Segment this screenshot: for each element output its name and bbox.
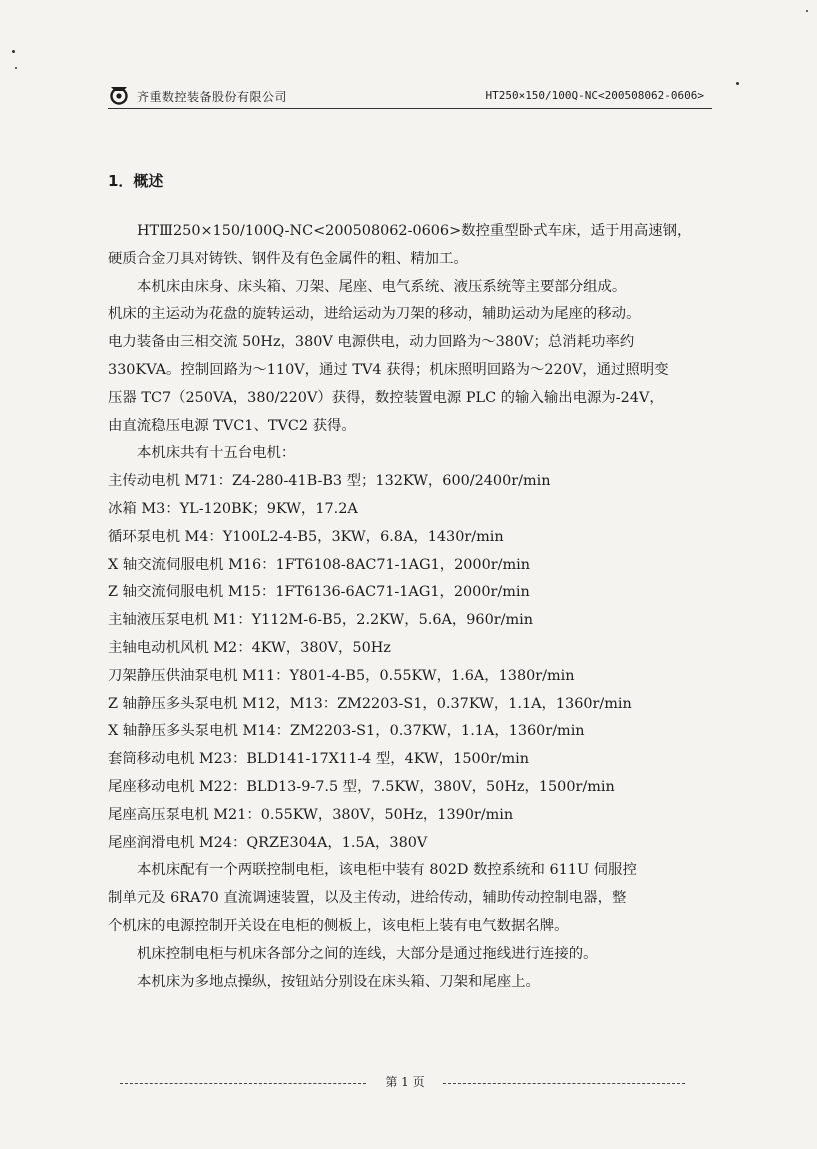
text-line: 尾座高压泵电机 M21：0.55KW，380V，50Hz，1390r/min [108, 806, 514, 823]
page-header [108, 80, 712, 109]
text-line: 个机床的电源控制开关设在电柜的侧板上，该电柜上装有电气数据名牌。 [108, 917, 569, 934]
page-number: 第 1 页 [385, 1075, 425, 1089]
body-text [108, 218, 716, 996]
document-code: HT250×150/100Q-NC<200508062-0606> [485, 89, 704, 102]
text-line: 本机床为多地点操纵，按钮站分别设在床头箱、刀架和尾座上。 [137, 973, 540, 990]
text-line: 电力装备由三相交流 50Hz，380V 电源供电，动力回路为～380V；总消耗功率约 [108, 334, 635, 351]
text-line: 本机床配有一个两联控制电柜，该电柜中装有 802D 数控系统和 611U 伺服控 [137, 862, 637, 879]
section-title: 1．概述 [108, 172, 164, 190]
scan-speck [12, 50, 15, 53]
footer-rule-left [120, 1083, 366, 1084]
text-line: 主轴电动机风机 M2：4KW，380V，50Hz [108, 639, 391, 656]
text-line: 机床控制电柜与机床各部分之间的连线，大部分是通过拖线进行连接的。 [137, 945, 598, 962]
text-line: 冰箱 M3：YL-120BK；9KW，17.2A [108, 500, 358, 517]
text-line: Z 轴交流伺服电机 M15：1FT6136-6AC71-1AG1，2000r/min [108, 584, 530, 601]
text-line: 尾座移动电机 M22：BLD13-9-7.5 型，7.5KW，380V，50Hz，1500r/min [108, 778, 615, 795]
text-line: 330KVA。控制回路为～110V，通过 TV4 获得；机床照明回路为～220V，通过照明变 [108, 361, 669, 378]
text-line: 压器 TC7（250VA，380/220V）获得，数控装置电源 PLC 的输入输出电源为-24V， [108, 389, 664, 406]
text-line: 循环泵电机 M4：Y100L2-4-B5，3KW，6.8A，1430r/min [108, 528, 504, 545]
page-footer [120, 1072, 685, 1092]
text-line: 硬质合金刀具对铸铁、钢件及有色金属件的粗、精加工。 [108, 250, 468, 267]
scan-speck [15, 67, 17, 69]
scan-speck [806, 10, 808, 12]
text-line: 尾座润滑电机 M24：QRZE304A，1.5A，380V [108, 834, 428, 851]
text-line: HTⅢ250×150/100Q-NC<200508062-0606>数控重型卧式车床，适于用高速钢， [137, 223, 692, 239]
scan-speck [736, 82, 739, 85]
text-line: X 轴静压多头泵电机 M14：ZM2203-S1，0.37KW，1.1A，1360r/min [108, 723, 585, 740]
text-line: 本机床由床身、床头箱、刀架、尾座、电气系统、液压系统等主要部分组成。 [137, 278, 627, 295]
text-line: 刀架静压供油泵电机 M11：Y801-4-B5，0.55KW，1.6A，1380r/min [108, 667, 575, 684]
text-line: 由直流稳压电源 TVC1、TVC2 获得。 [108, 417, 356, 434]
footer-rule-right [443, 1083, 685, 1084]
text-line: 套筒移动电机 M23：BLD141-17X11-4 型，4KW，1500r/min [108, 751, 530, 768]
text-line: 机床的主运动为花盘的旋转运动，进给运动为刀架的移动，辅助运动为尾座的移动。 [108, 306, 641, 323]
text-line: X 轴交流伺服电机 M16：1FT6108-8AC71-1AG1，2000r/min [108, 556, 530, 573]
company-name: 齐重数控装备股份有限公司 [137, 90, 288, 104]
text-line: 制单元及 6RA70 直流调速装置，以及主传动，进给传动，辅助传动控制电器，整 [108, 890, 627, 907]
company-logo-icon [108, 83, 130, 105]
text-line: 主轴液压泵电机 M1：Y112M-6-B5，2.2KW，5.6A，960r/min [108, 612, 533, 629]
text-line: 主传动电机 M71：Z4-280-41B-B3 型；132KW，600/2400r/min [108, 473, 551, 490]
text-line: 本机床共有十五台电机： [137, 445, 296, 462]
text-line: Z 轴静压多头泵电机 M12，M13：ZM2203-S1，0.37KW，1.1A，1360r/min [108, 695, 632, 712]
